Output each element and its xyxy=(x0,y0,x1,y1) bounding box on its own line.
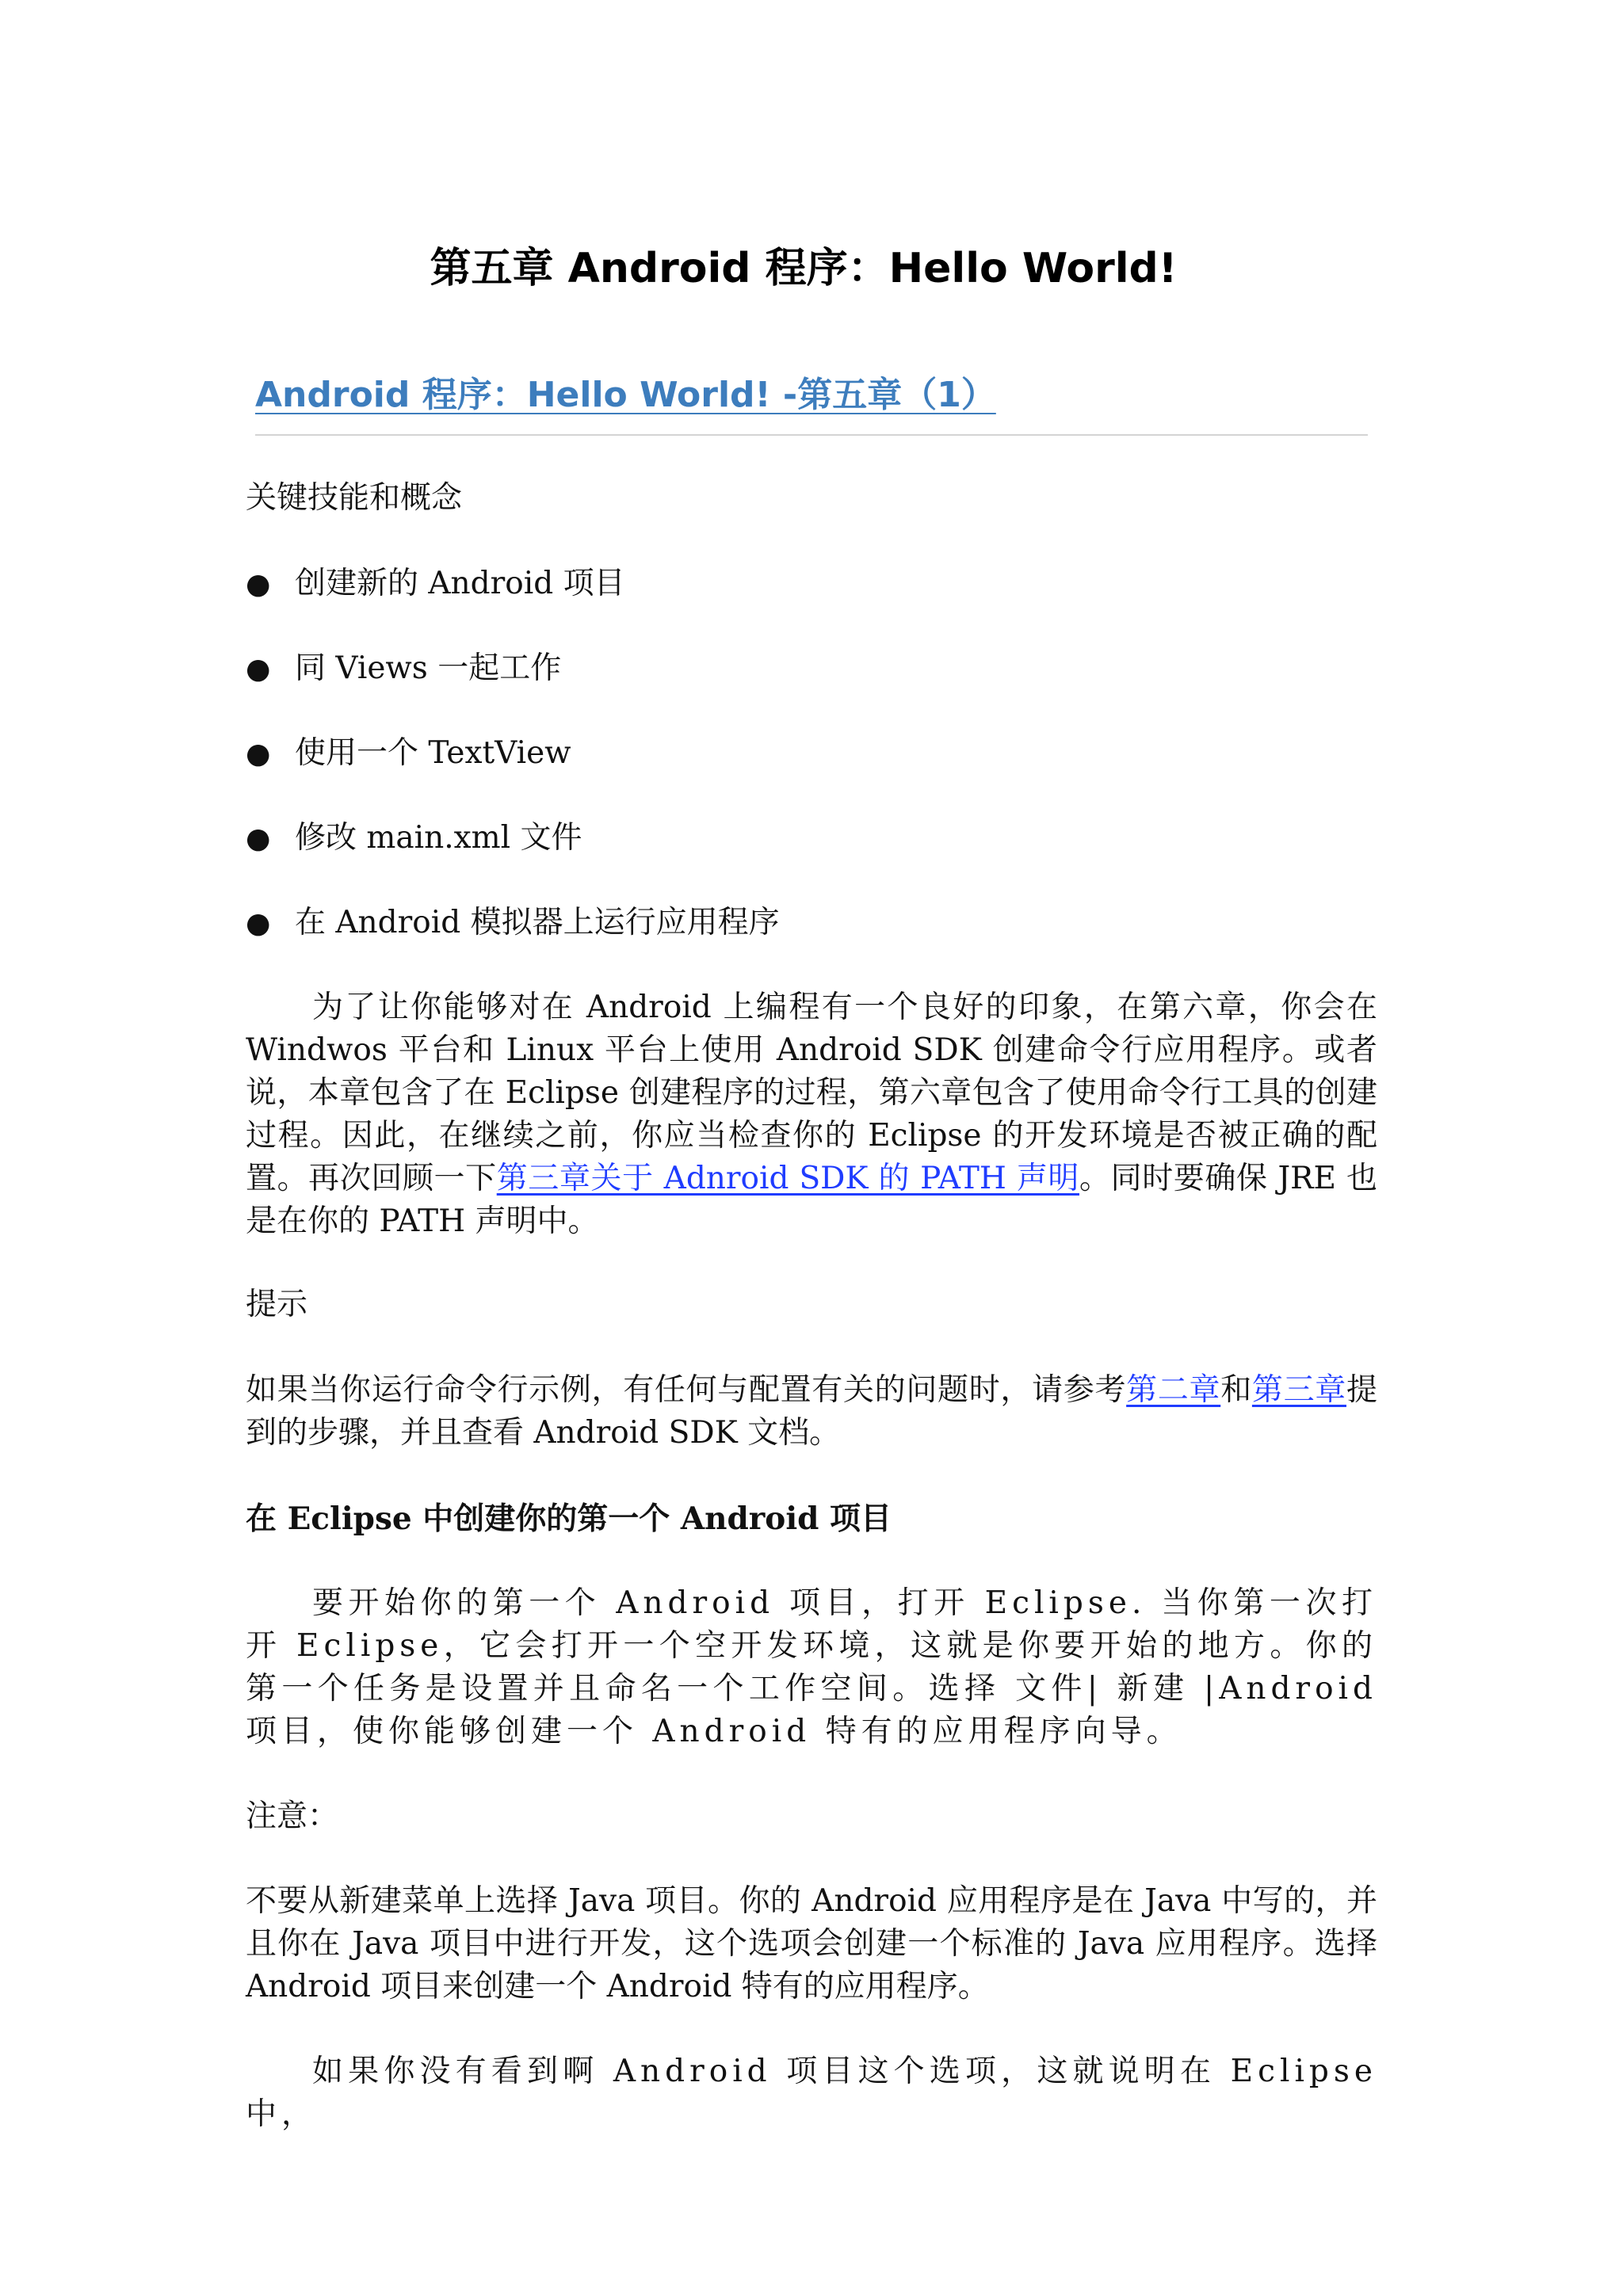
last-paragraph: 如果你没有看到啊 Android 项目这个选项，这就说明在 Eclipse 中， xyxy=(246,2054,1377,2132)
note-heading: 注意： xyxy=(246,1798,339,1834)
list-item xyxy=(246,563,625,606)
tip-text-end: 提到的步骤，并且查看 Android SDK 文档。 xyxy=(246,1372,1377,1451)
list-item-text: 使用一个 TextView xyxy=(295,735,571,771)
start-paragraph: 要开始你的第一个 Android 项目，打开 Eclipse. 当你第一次打开 Eclipse，它会打开一个空开发环境，这就是你要开始的地方。你的第一个任务是设置并且命名一个工作空间。选择 文件| 新建 |Android 项目，使你能够创建一个 Android 特有的应用程序向导。 xyxy=(246,1585,1377,1749)
list-item-text: 在 Android 模拟器上运行应用程序 xyxy=(295,905,780,940)
intro-paragraph xyxy=(246,986,1377,1243)
bullet-dot-icon: ● xyxy=(246,653,271,685)
chapter3-link[interactable]: 第三章 xyxy=(1251,1372,1346,1408)
section-heading: 在 Eclipse 中创建你的第一个 Android 项目 xyxy=(246,1501,892,1537)
bullet-dot-icon: ● xyxy=(246,568,271,601)
tip-heading: 提示 xyxy=(246,1287,308,1322)
bullet-dot-icon: ● xyxy=(246,822,271,855)
note-paragraph: 不要从新建菜单上选择 Java 项目。你的 Android 应用程序是在 Java 中写的，并且你在 Java 项目中进行开发，这个选项会创建一个标准的 Java 应用程序。选择 Android 项目来创建一个 Android 特有的应用程序。 xyxy=(246,1883,1377,2004)
bullet-dot-icon: ● xyxy=(246,907,271,940)
chapter3-path-link[interactable]: 第三章关于 Adnroid SDK 的 PATH 声明 xyxy=(496,1161,1080,1196)
list-item xyxy=(246,732,571,776)
list-item xyxy=(246,902,780,945)
list-item-text: 同 Views 一起工作 xyxy=(295,650,562,686)
intro-text: 为了让你能够对在 Android 上编程有一个良好的印象，在第六章，你会在 Windwos 平台和 Linux 平台上使用 Android SDK 创建命令行应用程序。或者说，本章包含了在 Eclipse 创建程序的过程，第六章包含了使用命令行工具的创建过程。因此，在继续之前，你应当检查你的 Eclipse 的开发环境是否被正确的配置。再次回顾一下 xyxy=(246,990,1377,1196)
key-skills-heading: 关键技能和概念 xyxy=(246,480,463,516)
section-title-link[interactable]: Android 程序：Hello World! -第五章（1） xyxy=(255,375,996,415)
intro-text-end: 。同时要确保 JRE 也是在你的 PATH 声明中。 xyxy=(246,1161,1377,1239)
list-item-text: 修改 main.xml 文件 xyxy=(295,820,582,856)
list-item xyxy=(246,647,561,691)
tip-paragraph xyxy=(246,1369,1377,1455)
list-item-text: 创建新的 Android 项目 xyxy=(295,566,625,601)
document-title: 第五章 Android 程序：Hello World! xyxy=(430,245,1178,292)
chapter2-link[interactable]: 第二章 xyxy=(1126,1372,1221,1408)
tip-conjunction: 和 xyxy=(1220,1372,1252,1408)
list-item xyxy=(246,817,582,860)
bullet-dot-icon: ● xyxy=(246,738,271,770)
tip-text: 如果当你运行命令行示例，有任何与配置有关的问题时，请参考 xyxy=(246,1372,1127,1408)
section-divider xyxy=(255,434,1368,436)
